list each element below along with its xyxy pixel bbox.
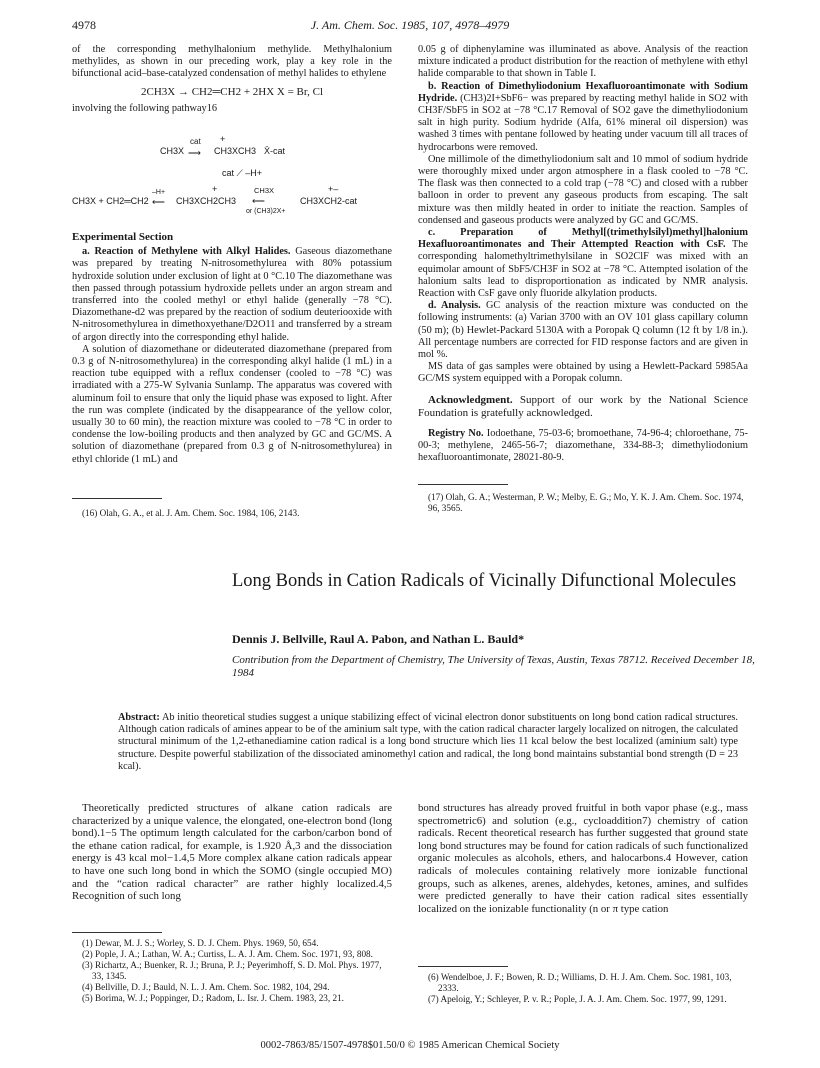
registry-heading: Registry No. [428,427,484,439]
footnote-17: (17) Olah, G. A.; Westerman, P. W.; Melby, E. G.; Mo, Y. K. J. Am. Chem. Soc. 1974, 96, 3565. [428,492,744,513]
pathway-line: involving the following pathway16 [72,102,217,114]
scheme-arrow2: ⟵ [252,196,265,207]
footnote-1: (1) Dewar, M. J. S.; Worley, S. D. J. Chem. Phys. 1969, 50, 654. [82,938,319,948]
running-head: J. Am. Chem. Soc. 1985, 107, 4978–4979 [310,18,510,32]
para-d-heading: d. Analysis. [428,300,481,312]
para-c-body: The corresponding halomethyltrimethylsilane in SO2ClF was mixed with an equimolar amount of SbF5/CH3F in SO2 at −78 °C. Attempted isolation of the halonium salts lead to disproportionation as indicated by NMR analysis. Reaction with CsF gave only fluoride alkylation products. [418,239,748,300]
scheme-bottom-b: CH3XCH2CH3 [176,196,237,207]
copyright-footer: 0002-7863/85/1507-4978$01.50/0 © 1985 American Chemical Society [260,1040,560,1051]
acknowledgment-body: Support of our work by the National Science Foundation is gratefully acknowledged. [418,393,748,419]
footnote-5: (5) Borima, W. J.; Poppinger, D.; Radom, L. Isr. J. Chem. 1983, 23, 21. [82,993,344,1003]
scheme-plus-top: + [220,134,226,145]
scheme-arrow2-bottom: or (CH3)2X+ [246,208,286,216]
footnotes-left [82,938,392,1004]
scheme-top-arrow: ⟶ [188,148,201,159]
reaction-scheme [72,115,392,225]
article-authors: Dennis J. Bellville, Raul A. Pabon, and Nathan L. Bauld* [232,632,525,646]
scheme-arrow2-top: CH3X [254,186,275,196]
footnote-16: (16) Olah, G. A., et al. J. Am. Chem. Soc. 1984, 106, 2143. [82,508,300,518]
para-d-body: GC analysis of the reaction mixture was conducted on the following instruments: (a) Varian 3700 with an OV 101 glass capillary column (50 m); (b) Hewlet-Packard 5130A with a Poropak Q column (12 ft by 1/8 in.). All percentage numbers are corrected for FID response factors and are given in mol %. [418,300,749,361]
scheme-bottom-c: CH3XCH2-cat [300,196,358,207]
scheme-top-anion: X̄-cat [264,146,286,157]
para-b-text: A solution of diazomethane or dideuterated diazomethane (prepared from 0.3 g of N-nitrosomethylurea) in the corresponding alkyl halide (1 mL) in a reaction tube equipped with a reflux condenser (cooled to −78 °C) was irradiated with a 275-W Sylvania Sunlamp. The apparatus was covered with aluminum foil to ensure that only the liquid phase was exposed to light. After the run was complete (indicated by the disappearance of the yellow color, usually 30 to 60 min), the reaction mixture was cooled to −78 °C in order to condense the low-boiling products and then analyzed by GC and GC/MS. A solution of diazomethane (prepared from 0.3 g of N-nitrosomethylurea) in ethyl chloride (1 mL) and [72,343,392,465]
left-column-upper [72,44,392,466]
body-right-text: bond structures has already proved fruitful in both vapor phase (e.g., mass spectrometric6) and solution (e.g., cycloaddition7) chemistry of cation radicals. Recent theoretical research has further suggested that ground state long bond structures may be found for cation radicals of such functionalized organic molecules as alcohols, ethers, and halocarbons.4 However, cation radicals of molecules containing relatively more ionizable functional groups, such as alkenes, arenes, aldehydes, ketones, amines, and sulfides were predicted generally to have their cation radical sites essentially localized on the ionizable functionality (n or π type cation [418,802,748,915]
para-b2-body: One millimole of the dimethyliodonium salt and 10 mmol of sodium hydride were thoroughly mixed under argon atmosphere in a flask cooled to −78 °C. The flask was then connected to a cold trap (−78 °C) and closed with a rubber balloon in order to prevent any gaseous products from escaping. The salt mixture was then mildly heated in order to initiate the reaction. Samples of condensed and gaseous products were analyzed by GC and GC/MS. [418,153,748,226]
scheme-bottom-a: CH3X + CH2═CH2 [72,196,149,207]
para-b-body: (CH3)2I+SbF6− was prepared by reacting methyl halide in SO2 with CH3F/SbF5 in SO2 at −78 °C.17 Removal of SO2 gave the dimethyliodonium salt in high purity. Sodium hydride (Alfa, 61% mineral oil dispersion) was washed 3 times with pentane followed by heating under vacuum till all traces of hydrocarbons were removed. [418,92,748,153]
para-a-heading: a. Reaction of Methylene with Alkyl Halides. [82,246,291,258]
body-right [418,802,748,915]
scheme-top-right: CH3XCH3 [214,146,257,157]
para-b-heading: b. Reaction of Dimethyliodonium Hexafluoroantimonate with Sodium Hydride. [418,80,748,104]
footnote-2: (2) Pople, J. A.; Lathan, W. A.; Curtiss, L. A. J. Am. Chem. Soc. 1971, 93, 808. [82,949,373,959]
intro-paragraph: of the corresponding methylhalonium methylide. Methylhalonium methylides, as shown in our preceding work, play a key role in the bifunctional acid–base-catalyzed condensation of methyl halides to ethylene [72,44,392,80]
acknowledgment-heading: Acknowledgment. [428,393,513,406]
footnote-4: (4) Bellville, D. J.; Bauld, N. L. J. Am. Chem. Soc. 1982, 104, 294. [82,982,330,992]
para-c-heading: c. Preparation of Methyl[(trimethylsilyl)methyl]halonium Hexafluoroantimonates and Their Attempted Reaction with CsF. [418,227,748,251]
right-para-1: 0.05 g of diphenylamine was illuminated as above. Analysis of the reaction mixture indicated a product distribution for the reaction of methylene with ethyl halide comparable to that shown in Table I. [418,44,748,80]
right-column-upper [418,44,748,464]
article-affiliation: Contribution from the Department of Chemistry, The University of Texas, Austin, Texas 78712. Received December 18, 1984 [232,654,755,679]
body-footnote-rule-right [418,966,508,967]
footnote-7: (7) Apeloig, Y.; Schleyer, P. v. R.; Pople, J. A. J. Am. Chem. Soc. 1977, 99, 1291. [428,994,727,1004]
footnote-6: (6) Wendelboe, J. F.; Bowen, R. D.; Williams, D. H. J. Am. Chem. Soc. 1981, 103, 2333. [428,972,732,993]
abstract [118,712,738,773]
footnotes-right [428,972,748,1005]
article-title: Long Bonds in Cation Radicals of Vicinally Difunctional Molecules [232,571,737,591]
registry-body: Iodoethane, 75-03-6; bromoethane, 74-96-4; chloroethane, 75-00-3; methylene, 2465-56-7; diazomethane, 334-88-3; dimethyliodonium hexafluoroantimonate, 28021-80-9. [418,427,748,464]
body-footnote-rule-left [72,932,162,933]
footnote-rule-right [418,484,508,485]
abstract-body: Ab initio theoretical studies suggest a unique stabilizing effect of vicinal electron donor substituents on long bond cation radical structures. Although cation radicals of amines appear to be of the aminium salt type, with the cation radical character largely localized on nitrogen, the calculated structural minimum of the 1,2-ethanediamine cation radical is a long bond structure which lies 11 kcal below the best localized (aminium salt) type structure. Despite powerful stabilization of the dissociated aminomethyl cation and radical, the long bond maintains substantial bond strength (D = 23 kcal). [118,712,738,772]
footnote-rule-left [72,498,162,499]
body-left-text: Theoretically predicted structures of alkane cation radicals are characterized by a unique valence, the elongated, one-electron bond (long bond).1−5 The optimum length calculated for the carbon/carbon bond of the ethane cation radical, for example, is 1.920 Å,3 and the dissociation energy is 43 kcal mol−1.4,5 More complex alkane cation radicals appear to have one such long bond in which the SOMO (single occupied MO) and the “cation radical character” are rather highly localized.4,5 Recognition of such long [72,802,392,903]
footnote-3: (3) Richartz, A.; Buenker, R. J.; Bruna, P. J.; Peyerimhoff, S. D. Mol. Phys. 1977, 33, 1345. [82,960,382,981]
body-left [72,802,392,903]
scheme-arrow1-label: –H+ [152,189,166,197]
scheme-vertical-label: cat ⟋ –H+ [222,168,263,179]
abstract-heading: Abstract: [118,712,160,723]
scheme-plus-c: +– [328,184,339,195]
reaction-equation: 2CH3X → CH2═CH2 + 2HX X = Br, Cl [140,85,324,98]
scheme-top-left: CH3X [160,146,185,157]
page-number: 4978 [72,18,96,32]
scheme-plus-b: + [212,184,218,195]
para-a-text: Gaseous diazomethane was prepared by treating N-nitrosomethylurea with 80% potassium hydroxide solution under exclusion of light at 0 °C.10 The diazomethane was then passed through potassium hydroxide pellets under an argon stream and transferred into the cooled methyl or ethyl halide (generally −78 °C). Diazomethane-d2 was prepared by the reaction of sodium deuteriooxide with N-nitrosomethylurea in dimethoxyethane/D2O11 and transferred by a stream of argon directly into the corresponding ethyl halide. [72,246,392,343]
para-ms-body: MS data of gas samples were obtained by using a Hewlett-Packard 5985Aa GC/MS system equipped with a Poropak column. [418,361,748,385]
scheme-arrow1: ⟵ [152,197,165,208]
scheme-top-arrow-label: cat [190,137,201,147]
section-title: Experimental Section [72,231,174,244]
